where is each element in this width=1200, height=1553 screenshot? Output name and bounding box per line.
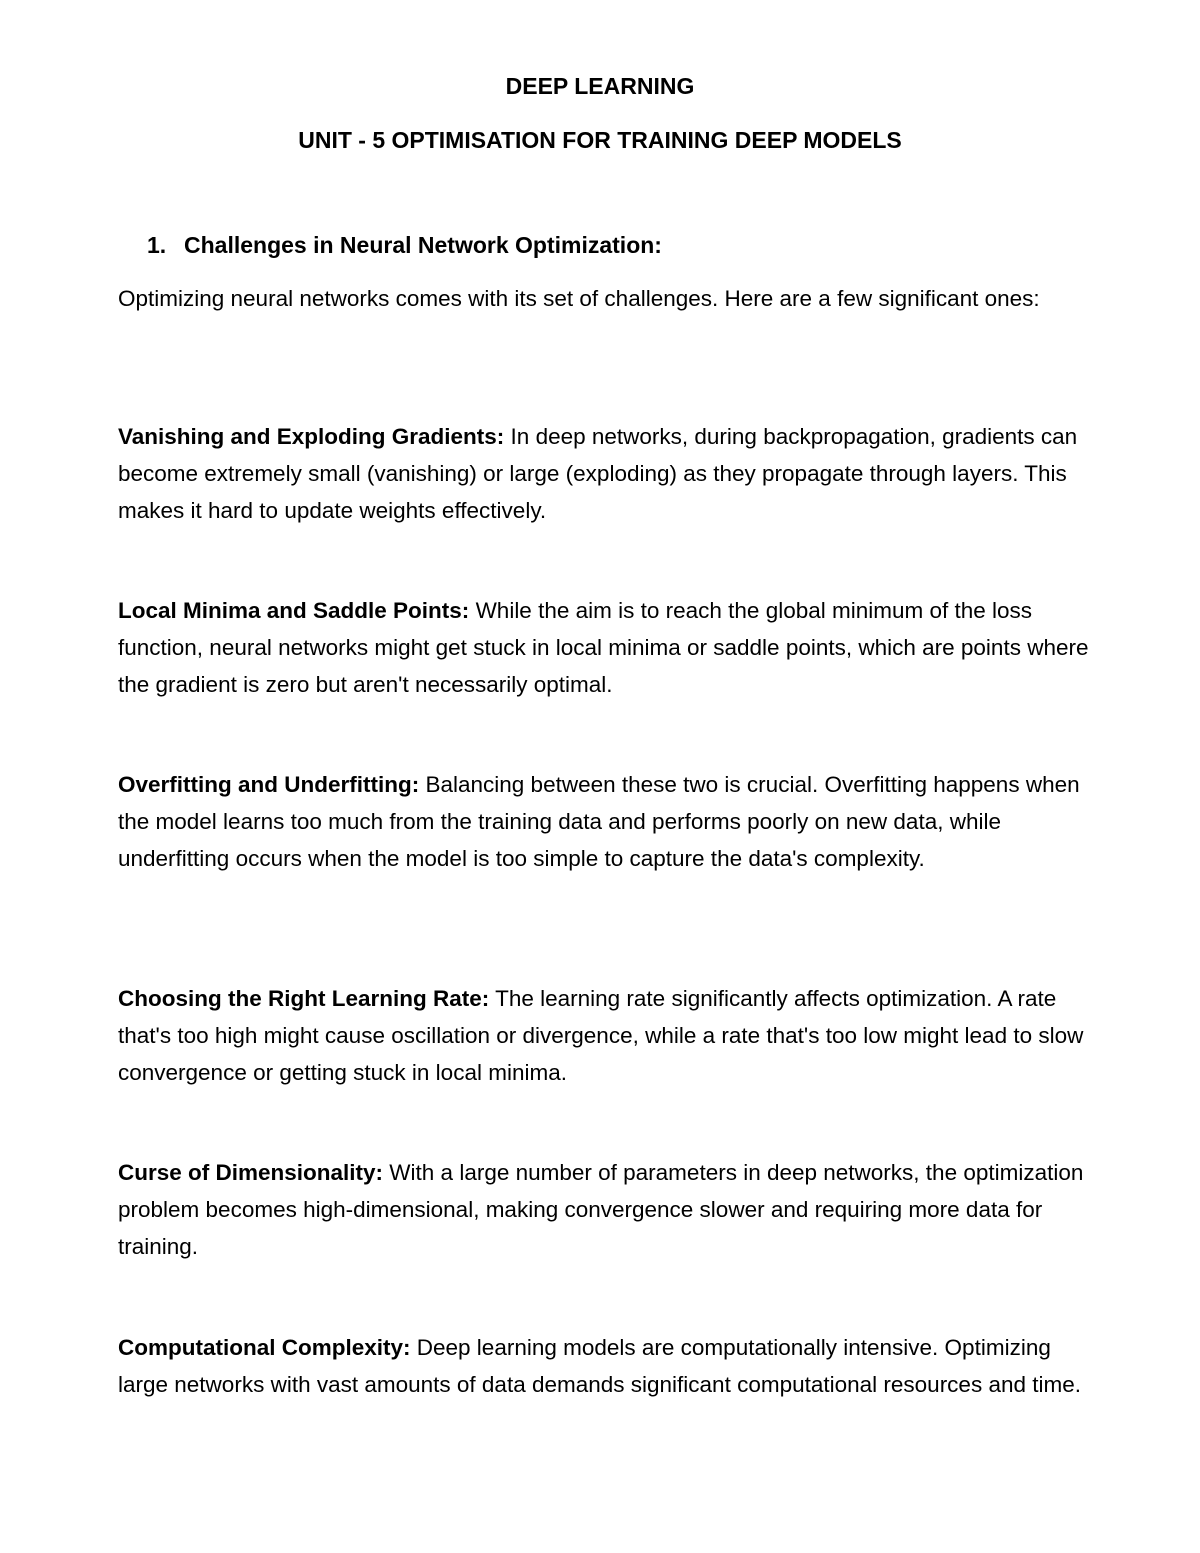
document-subtitle: UNIT - 5 OPTIMISATION FOR TRAINING DEEP MODELS <box>298 127 902 153</box>
challenge-text: While the aim is to reach the global minimum of the loss function, neural networks might get stuck in local minima or saddle points, which are points where the gradient is zero but aren't necessarily optimal. <box>118 598 1089 697</box>
challenge-text: With a large number of parameters in deep networks, the optimization problem becomes high-dimensional, making convergence slower and requiring more data for training. <box>118 1160 1084 1259</box>
section-number: 1. <box>147 232 167 258</box>
challenge-text: The learning rate significantly affects optimization. A rate that's too high might cause oscillation or divergence, while a rate that's too low might lead to slow convergence or getting stuck in local minima. <box>118 986 1084 1085</box>
challenge-term: Local Minima and Saddle Points: <box>118 598 470 623</box>
challenge-paragraph-overfitting <box>118 766 1093 877</box>
challenge-paragraph-dimensionality <box>118 1154 1093 1265</box>
challenge-paragraph-vanishing-gradients <box>118 418 1093 529</box>
challenge-text: Deep learning models are computationally intensive. Optimizing large networks with vast amounts of data demands significant computational resources and time. <box>118 1335 1081 1397</box>
challenge-text: In deep networks, during backpropagation, gradients can become extremely small (vanishing) or large (exploding) as they propagate through layers. This makes it hard to update weights effectively. <box>118 424 1078 523</box>
challenge-term: Vanishing and Exploding Gradients: <box>118 424 505 449</box>
challenge-term: Choosing the Right Learning Rate: <box>118 986 490 1011</box>
challenge-term: Curse of Dimensionality: <box>118 1160 384 1185</box>
challenge-paragraph-computational-complexity <box>118 1329 1093 1403</box>
section-heading-text: Challenges in Neural Network Optimization: <box>184 232 662 258</box>
challenge-text: Balancing between these two is crucial. Overfitting happens when the model learns too much from the training data and performs poorly on new data, while underfitting occurs when the model is too simple to capture the data's complexity. <box>118 772 1080 871</box>
section-heading <box>147 230 662 260</box>
challenge-paragraph-learning-rate <box>118 980 1093 1091</box>
challenge-term: Overfitting and Underfitting: <box>118 772 420 797</box>
challenge-term: Computational Complexity: <box>118 1335 411 1360</box>
document-title: DEEP LEARNING <box>505 73 695 99</box>
challenge-paragraph-local-minima <box>118 592 1093 703</box>
intro-paragraph: Optimizing neural networks comes with its set of challenges. Here are a few significant ones: <box>118 286 1040 311</box>
